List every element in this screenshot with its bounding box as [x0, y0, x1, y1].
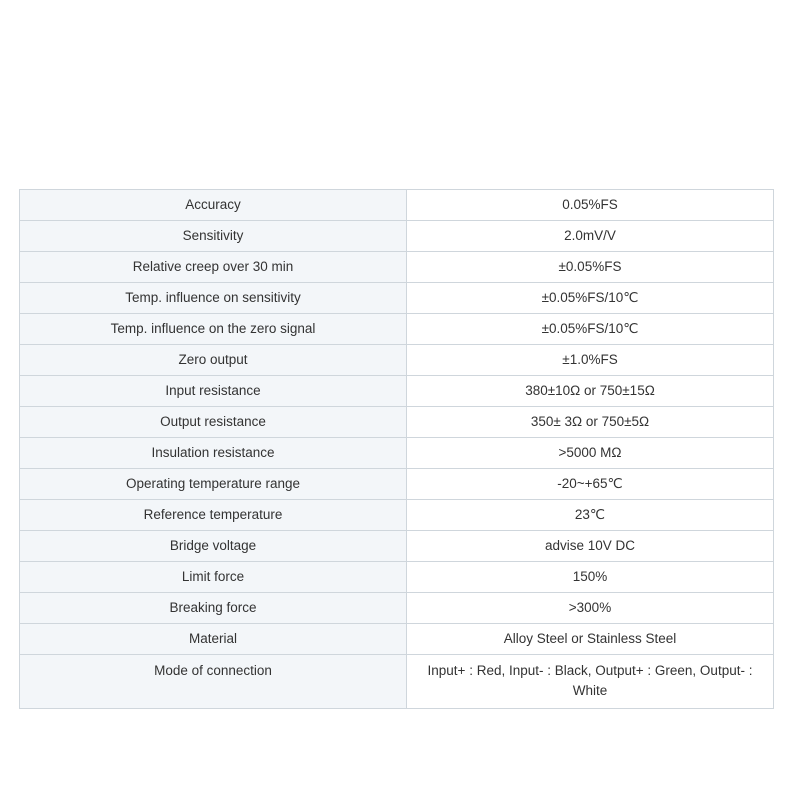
table-row	[20, 252, 774, 283]
spec-table-body	[20, 190, 774, 709]
spec-label: Breaking force	[20, 593, 407, 624]
table-row	[20, 531, 774, 562]
spec-value: ±1.0%FS	[407, 345, 774, 376]
spec-value: >300%	[407, 593, 774, 624]
spec-value: -20~+65℃	[407, 469, 774, 500]
spec-value: ±0.05%FS	[407, 252, 774, 283]
table-row	[20, 376, 774, 407]
spec-label: Bridge voltage	[20, 531, 407, 562]
table-row	[20, 345, 774, 376]
spec-value: 350± 3Ω or 750±5Ω	[407, 407, 774, 438]
spec-value: 0.05%FS	[407, 190, 774, 221]
spec-table	[19, 189, 774, 709]
table-row	[20, 593, 774, 624]
spec-label: Temp. influence on the zero signal	[20, 314, 407, 345]
spec-label: Relative creep over 30 min	[20, 252, 407, 283]
spec-label: Material	[20, 624, 407, 655]
table-row	[20, 314, 774, 345]
spec-label: Output resistance	[20, 407, 407, 438]
spec-label: Sensitivity	[20, 221, 407, 252]
spec-value: advise 10V DC	[407, 531, 774, 562]
spec-label: Insulation resistance	[20, 438, 407, 469]
table-row	[20, 221, 774, 252]
spec-value: 2.0mV/V	[407, 221, 774, 252]
table-row	[20, 655, 774, 709]
spec-value: Alloy Steel or Stainless Steel	[407, 624, 774, 655]
spec-value: ±0.05%FS/10℃	[407, 283, 774, 314]
table-row	[20, 283, 774, 314]
spec-label: Input resistance	[20, 376, 407, 407]
spec-value: >5000 MΩ	[407, 438, 774, 469]
table-row	[20, 190, 774, 221]
table-row	[20, 469, 774, 500]
spec-value: Input+ : Red, Input- : Black, Output+ : Green, Output- : White	[407, 655, 774, 709]
spec-value: ±0.05%FS/10℃	[407, 314, 774, 345]
spec-label: Mode of connection	[20, 655, 407, 709]
spec-value: 150%	[407, 562, 774, 593]
spec-label: Reference temperature	[20, 500, 407, 531]
spec-label: Zero output	[20, 345, 407, 376]
spec-label: Limit force	[20, 562, 407, 593]
spec-label: Accuracy	[20, 190, 407, 221]
table-row	[20, 562, 774, 593]
table-row	[20, 438, 774, 469]
spec-label: Operating temperature range	[20, 469, 407, 500]
spec-value: 23℃	[407, 500, 774, 531]
table-row	[20, 624, 774, 655]
spec-value: 380±10Ω or 750±15Ω	[407, 376, 774, 407]
table-row	[20, 500, 774, 531]
spec-label: Temp. influence on sensitivity	[20, 283, 407, 314]
table-row	[20, 407, 774, 438]
